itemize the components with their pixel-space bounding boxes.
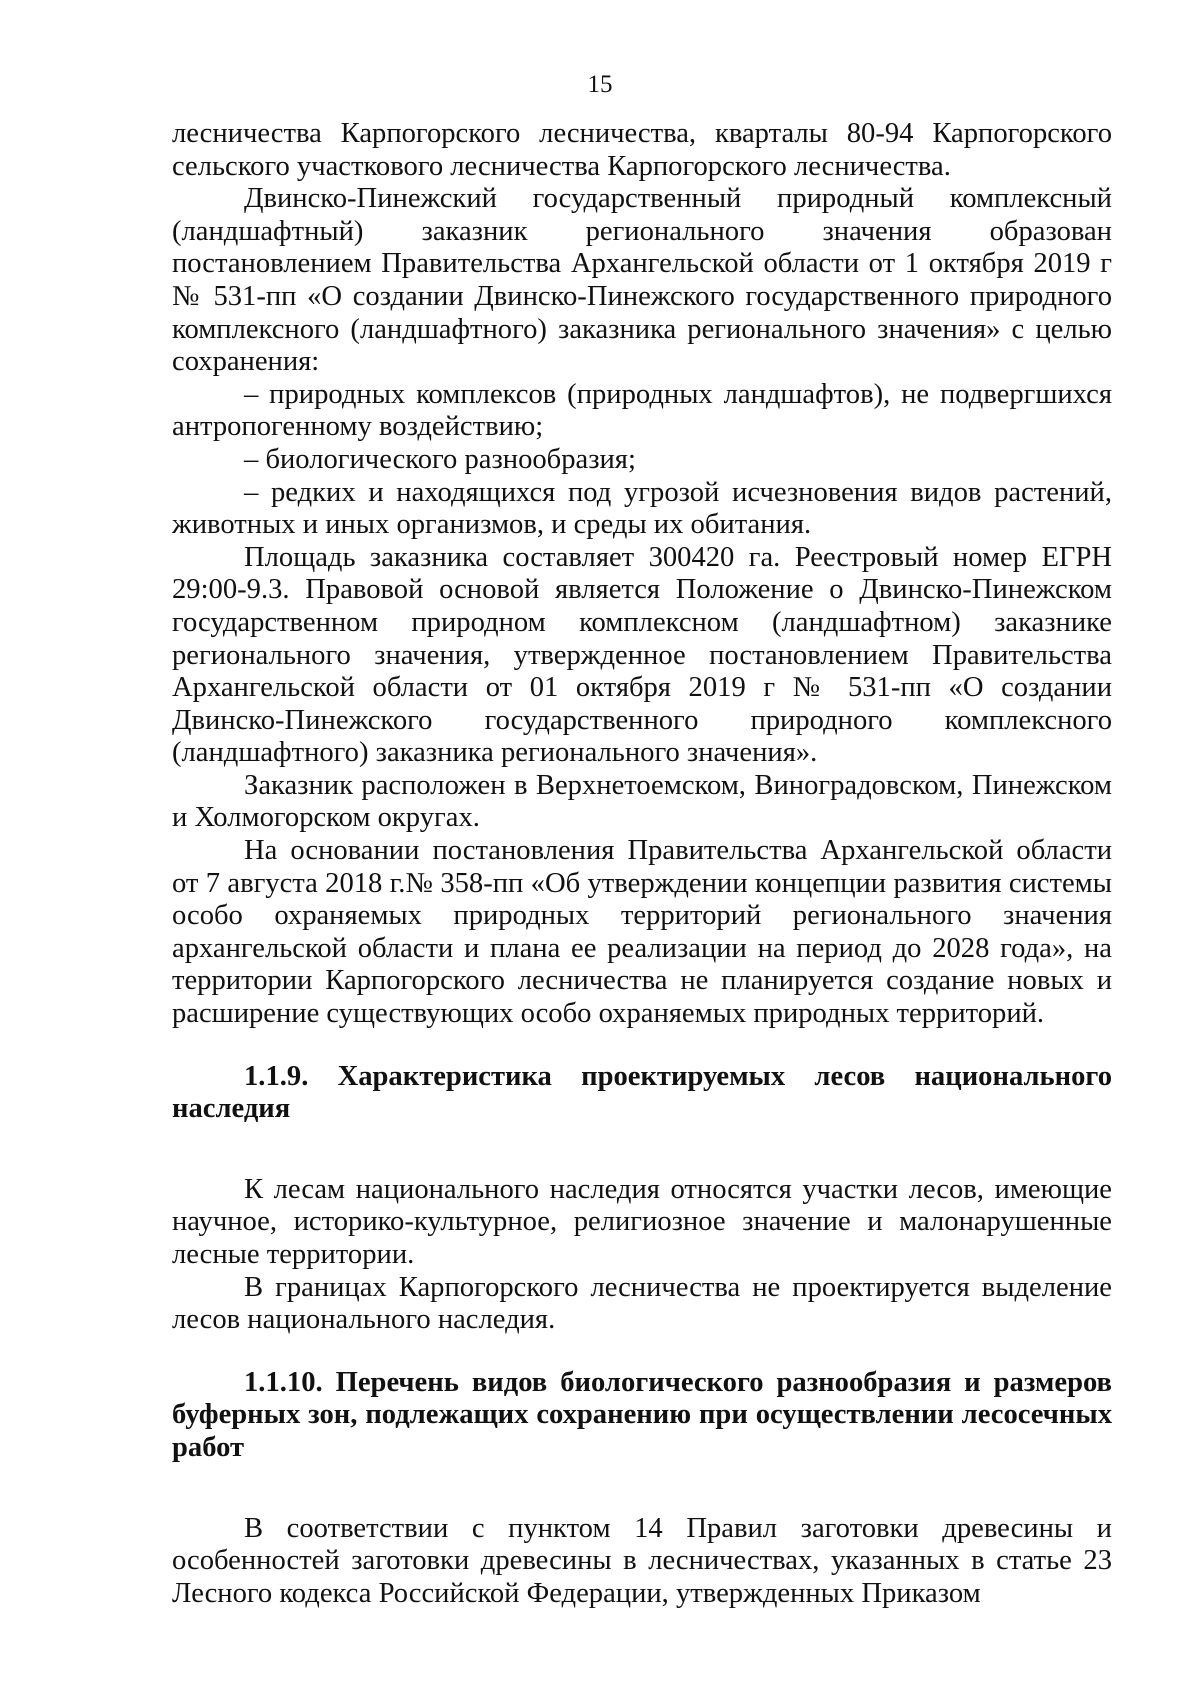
paragraph-reserve-creation: Двинско-Пинежский государственный природный комплексный (ландшафтный) заказник регионального значения образован постановлением Правительства Архангельской области от 1 октября 2019 г № 531-пп «О создании Двинско-Пинежского государственного природного комплексного (ландшафтного) заказника регионального значения» с целью сохранения: [172, 183, 1112, 378]
paragraph-logging-rules: В соответствии с пунктом 14 Правил заготовки древесины и особенностей заготовки древесины в лесничествах, указанных в статье 23 Лесного кодекса Российской Федерации, утвержденных Приказом [172, 1512, 1112, 1609]
paragraph-continuation: лесничества Карпогорского лесничества, кварталы 80-94 Карпогорского сельского участкового лесничества Карпогорского лесничества. [172, 118, 1112, 182]
paragraph-national-heritage-none: В границах Карпогорского лесничества не проектируется выделение лесов национального наследия. [172, 1271, 1112, 1336]
page-number: 15 [587, 71, 613, 98]
list-item-natural-complexes: – природных комплексов (природных ландшафтов), не подвергшихся антропогенному воздействию; [172, 378, 1112, 443]
page-content [172, 118, 1112, 1610]
paragraph-national-heritage-definition: К лесам национального наследия относятся участки лесов, имеющие научное, историко-культурное, религиозное значение и малонарушенные лесные территории. [172, 1173, 1112, 1270]
section-heading-1-1-10: 1.1.10. Перечень видов биологического разнообразия и размеров буферных зон, подлежащих сохранению при осуществлении лесосечных работ [172, 1366, 1112, 1463]
paragraph-reserve-location: Заказник расположен в Верхнетоемском, Виноградовском, Пинежском и Холмогорском округах. [172, 769, 1112, 834]
section-heading-1-1-9: 1.1.9. Характеристика проектируемых лесов национального наследия [172, 1060, 1112, 1125]
list-item-rare-species: – редких и находящихся под угрозой исчезновения видов растений, животных и иных организмов, и среды их обитания. [172, 476, 1112, 541]
list-item-biodiversity: – биологического разнообразия; [244, 443, 636, 475]
paragraph-concept-decree: На основании постановления Правительства Архангельской области от 7 августа 2018 г.№ 358-пп «Об утверждении концепции развития системы особо охраняемых природных территорий регионального значения архангельской области и плана ее реализации на период до 2028 года», на территории Карпогорского лесничества не планируется создание новых и расширение существующих особо охраняемых природных территорий. [172, 835, 1112, 1030]
paragraph-reserve-area: Площадь заказника составляет 300420 га. Реестровый номер ЕГРН 29:00-9.3. Правовой основой является Положение о Двинско-Пинежском государственном природном комплексном (ландшафтном) заказнике регионального значения, утвержденное постановлением Правительства Архангельской области от 01 октября 2019 г № 531-пп «О создании Двинско-Пинежского государственного природного комплексного (ландшафтного) заказника регионального значения». [172, 541, 1112, 769]
